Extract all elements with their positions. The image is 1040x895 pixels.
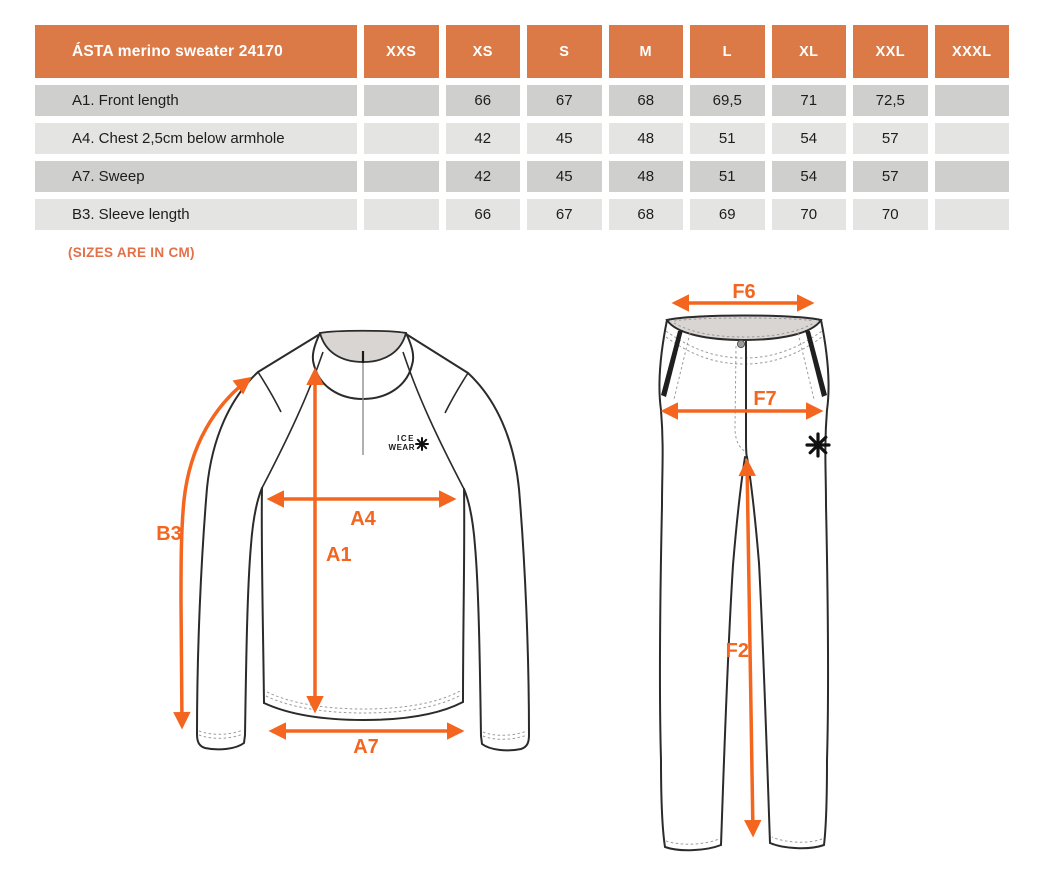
- fly-seam: [746, 341, 747, 458]
- table-cell: 45: [527, 123, 602, 154]
- measurement-label-a1: A1: [326, 544, 352, 566]
- table-cell: 45: [527, 161, 602, 192]
- units-note: (SIZES ARE IN CM): [68, 245, 195, 260]
- size-column-header-l: L: [690, 25, 765, 78]
- measurement-label-f7: F7: [753, 388, 777, 410]
- size-column-header-xxs: XXS: [364, 25, 439, 78]
- cuff-stitching-left: [199, 730, 243, 734]
- table-cell: 68: [609, 85, 684, 116]
- sweater-diagram: [156, 331, 529, 758]
- shoulder-seam-right: [406, 334, 468, 373]
- hem: [264, 702, 463, 720]
- table-cell: 72,5: [853, 85, 928, 116]
- body-side-left: [262, 488, 264, 703]
- table-cell: 48: [609, 161, 684, 192]
- waistband-stitching-2: [666, 337, 822, 364]
- table-cell: 66: [446, 85, 521, 116]
- pants-outline-left: [659, 320, 667, 847]
- row-label-chest: A4. Chest 2,5cm below armhole: [35, 123, 357, 154]
- pants-outline-right: [821, 320, 829, 845]
- table-cell: 66: [446, 199, 521, 230]
- cuff-stitching-right: [483, 731, 527, 735]
- leg-hem-left: [665, 845, 721, 850]
- measurement-label-b3: B3: [156, 523, 182, 545]
- table-cell: 54: [772, 123, 847, 154]
- table-title-cell: ÁSTA merino sweater 24170: [35, 25, 357, 78]
- size-column-header-m: M: [609, 25, 684, 78]
- measurement-label-a7: A7: [353, 736, 379, 758]
- b3-arrow: [181, 379, 249, 726]
- table-cell: 54: [772, 161, 847, 192]
- size-column-header-s: S: [527, 25, 602, 78]
- shoulder-panel-left: [258, 372, 281, 412]
- brand-logo: [389, 434, 428, 452]
- table-cell: 57: [853, 161, 928, 192]
- row-label-front-length: A1. Front length: [35, 85, 357, 116]
- shoulder-panel-right: [445, 373, 468, 413]
- table-cell: 70: [772, 199, 847, 230]
- measurement-label-f2: F2: [725, 640, 749, 662]
- table-cell: 48: [609, 123, 684, 154]
- leg-hem-stitching-right: [772, 837, 822, 842]
- raglan-seam-right: [403, 352, 464, 489]
- fly-stitching: [735, 346, 746, 452]
- measurement-label-f6: F6: [732, 281, 756, 303]
- size-column-header-xxxl: XXXL: [935, 25, 1010, 78]
- shoulder-seam-left: [258, 334, 320, 372]
- size-column-header-xs: XS: [446, 25, 521, 78]
- table-cell: 51: [690, 161, 765, 192]
- table-cell: 67: [527, 199, 602, 230]
- table-cell: 67: [527, 85, 602, 116]
- pants-diagram: [659, 281, 829, 850]
- waist-button: [737, 340, 744, 347]
- size-column-header-xl: XL: [772, 25, 847, 78]
- snowflake-icon: [416, 438, 428, 450]
- sleeve-right: [464, 373, 529, 750]
- table-cell: 51: [690, 123, 765, 154]
- table-cell: 42: [446, 123, 521, 154]
- table-cell: 70: [853, 199, 928, 230]
- snowflake-icon: [807, 434, 829, 456]
- table-cell: 57: [853, 123, 928, 154]
- brand-logo-line2: WEAR: [388, 443, 415, 452]
- table-cell: 69,5: [690, 85, 765, 116]
- table-cell: 42: [446, 161, 521, 192]
- leg-hem-stitching-left: [666, 839, 719, 844]
- measurement-label-a4: A4: [350, 508, 376, 530]
- leg-hem-right: [770, 843, 824, 848]
- brand-logo-line1: ICE: [397, 434, 415, 443]
- table-cell: 68: [609, 199, 684, 230]
- table-cell: 69: [690, 199, 765, 230]
- row-label-sweep: A7. Sweep: [35, 161, 357, 192]
- hem-stitching-1: [266, 695, 461, 713]
- table-cell: 71: [772, 85, 847, 116]
- size-column-header-xxl: XXL: [853, 25, 928, 78]
- body-side-right: [463, 489, 464, 702]
- row-label-sleeve-length: B3. Sleeve length: [35, 199, 357, 230]
